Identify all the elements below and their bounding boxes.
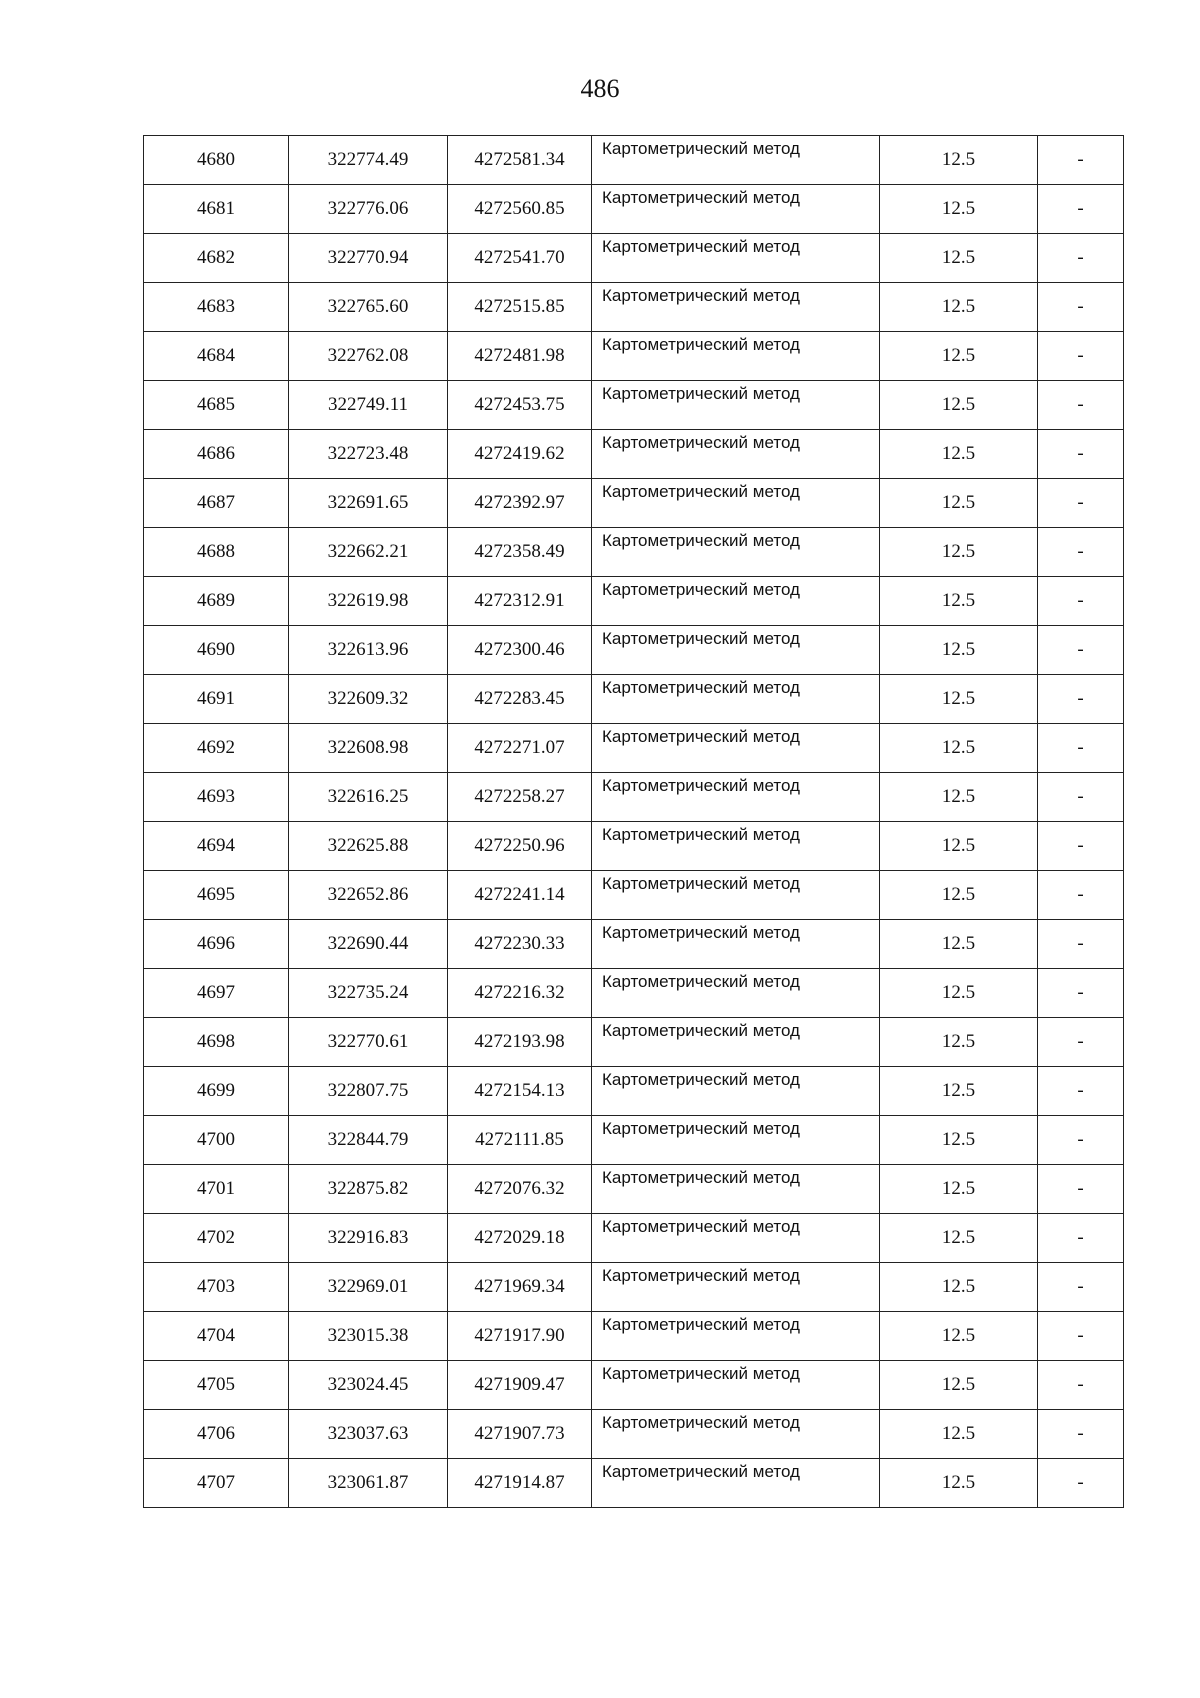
table-row <box>144 1410 1124 1459</box>
accuracy-cell: 12.5 <box>880 479 1038 528</box>
method-cell: Картометрический метод <box>592 871 880 920</box>
description-cell: - <box>1038 969 1124 1018</box>
method-cell: Картометрический метод <box>592 724 880 773</box>
accuracy-cell: 12.5 <box>880 1067 1038 1116</box>
point-number-cell: 4696 <box>144 920 289 969</box>
table-row <box>144 1214 1124 1263</box>
description-cell: - <box>1038 871 1124 920</box>
y-coordinate-cell: 4271969.34 <box>448 1263 592 1312</box>
accuracy-cell: 12.5 <box>880 724 1038 773</box>
description-cell: - <box>1038 1361 1124 1410</box>
method-cell: Картометрический метод <box>592 626 880 675</box>
description-cell: - <box>1038 822 1124 871</box>
y-coordinate-cell: 4272453.75 <box>448 381 592 430</box>
x-coordinate-cell: 323024.45 <box>289 1361 448 1410</box>
y-coordinate-cell: 4272271.07 <box>448 724 592 773</box>
accuracy-cell: 12.5 <box>880 430 1038 479</box>
x-coordinate-cell: 322776.06 <box>289 185 448 234</box>
method-cell: Картометрический метод <box>592 1410 880 1459</box>
description-cell: - <box>1038 1312 1124 1361</box>
point-number-cell: 4697 <box>144 969 289 1018</box>
description-cell: - <box>1038 1459 1124 1508</box>
x-coordinate-cell: 322662.21 <box>289 528 448 577</box>
x-coordinate-cell: 322608.98 <box>289 724 448 773</box>
x-coordinate-cell: 322774.49 <box>289 136 448 185</box>
accuracy-cell: 12.5 <box>880 577 1038 626</box>
table-row <box>144 871 1124 920</box>
y-coordinate-cell: 4272419.62 <box>448 430 592 479</box>
point-number-cell: 4702 <box>144 1214 289 1263</box>
y-coordinate-cell: 4272216.32 <box>448 969 592 1018</box>
description-cell: - <box>1038 1165 1124 1214</box>
x-coordinate-cell: 322916.83 <box>289 1214 448 1263</box>
method-cell: Картометрический метод <box>592 1067 880 1116</box>
x-coordinate-cell: 322609.32 <box>289 675 448 724</box>
table-row <box>144 1361 1124 1410</box>
method-cell: Картометрический метод <box>592 1116 880 1165</box>
description-cell: - <box>1038 381 1124 430</box>
x-coordinate-cell: 322613.96 <box>289 626 448 675</box>
point-number-cell: 4704 <box>144 1312 289 1361</box>
description-cell: - <box>1038 332 1124 381</box>
table-row <box>144 1459 1124 1508</box>
point-number-cell: 4695 <box>144 871 289 920</box>
accuracy-cell: 12.5 <box>880 528 1038 577</box>
table-row <box>144 626 1124 675</box>
y-coordinate-cell: 4272581.34 <box>448 136 592 185</box>
accuracy-cell: 12.5 <box>880 626 1038 675</box>
y-coordinate-cell: 4272154.13 <box>448 1067 592 1116</box>
accuracy-cell: 12.5 <box>880 920 1038 969</box>
point-number-cell: 4707 <box>144 1459 289 1508</box>
method-cell: Картометрический метод <box>592 1165 880 1214</box>
point-number-cell: 4683 <box>144 283 289 332</box>
accuracy-cell: 12.5 <box>880 332 1038 381</box>
method-cell: Картометрический метод <box>592 234 880 283</box>
y-coordinate-cell: 4272481.98 <box>448 332 592 381</box>
table-row <box>144 185 1124 234</box>
y-coordinate-cell: 4271917.90 <box>448 1312 592 1361</box>
x-coordinate-cell: 322691.65 <box>289 479 448 528</box>
x-coordinate-cell: 322749.11 <box>289 381 448 430</box>
x-coordinate-cell: 322844.79 <box>289 1116 448 1165</box>
table-row <box>144 920 1124 969</box>
y-coordinate-cell: 4272283.45 <box>448 675 592 724</box>
method-cell: Картометрический метод <box>592 577 880 626</box>
description-cell: - <box>1038 1067 1124 1116</box>
point-number-cell: 4688 <box>144 528 289 577</box>
x-coordinate-cell: 323015.38 <box>289 1312 448 1361</box>
description-cell: - <box>1038 1116 1124 1165</box>
method-cell: Картометрический метод <box>592 1214 880 1263</box>
accuracy-cell: 12.5 <box>880 136 1038 185</box>
accuracy-cell: 12.5 <box>880 773 1038 822</box>
point-number-cell: 4694 <box>144 822 289 871</box>
description-cell: - <box>1038 920 1124 969</box>
y-coordinate-cell: 4272392.97 <box>448 479 592 528</box>
description-cell: - <box>1038 1018 1124 1067</box>
x-coordinate-cell: 322619.98 <box>289 577 448 626</box>
x-coordinate-cell: 323037.63 <box>289 1410 448 1459</box>
method-cell: Картометрический метод <box>592 381 880 430</box>
method-cell: Картометрический метод <box>592 822 880 871</box>
accuracy-cell: 12.5 <box>880 1459 1038 1508</box>
accuracy-cell: 12.5 <box>880 1165 1038 1214</box>
description-cell: - <box>1038 1214 1124 1263</box>
table-row <box>144 1018 1124 1067</box>
accuracy-cell: 12.5 <box>880 822 1038 871</box>
method-cell: Картометрический метод <box>592 1018 880 1067</box>
method-cell: Картометрический метод <box>592 920 880 969</box>
table-row <box>144 430 1124 479</box>
y-coordinate-cell: 4272230.33 <box>448 920 592 969</box>
table-row <box>144 381 1124 430</box>
y-coordinate-cell: 4272193.98 <box>448 1018 592 1067</box>
method-cell: Картометрический метод <box>592 1263 880 1312</box>
point-number-cell: 4692 <box>144 724 289 773</box>
point-number-cell: 4685 <box>144 381 289 430</box>
x-coordinate-cell: 322616.25 <box>289 773 448 822</box>
y-coordinate-cell: 4271907.73 <box>448 1410 592 1459</box>
x-coordinate-cell: 322735.24 <box>289 969 448 1018</box>
x-coordinate-cell: 323061.87 <box>289 1459 448 1508</box>
point-number-cell: 4699 <box>144 1067 289 1116</box>
table-row <box>144 969 1124 1018</box>
accuracy-cell: 12.5 <box>880 1410 1038 1459</box>
x-coordinate-cell: 322652.86 <box>289 871 448 920</box>
point-number-cell: 4681 <box>144 185 289 234</box>
point-number-cell: 4706 <box>144 1410 289 1459</box>
x-coordinate-cell: 322770.94 <box>289 234 448 283</box>
y-coordinate-cell: 4272076.32 <box>448 1165 592 1214</box>
description-cell: - <box>1038 1410 1124 1459</box>
method-cell: Картометрический метод <box>592 430 880 479</box>
point-number-cell: 4684 <box>144 332 289 381</box>
table-row <box>144 1116 1124 1165</box>
accuracy-cell: 12.5 <box>880 675 1038 724</box>
y-coordinate-cell: 4272312.91 <box>448 577 592 626</box>
table-row <box>144 1067 1124 1116</box>
y-coordinate-cell: 4272300.46 <box>448 626 592 675</box>
x-coordinate-cell: 322723.48 <box>289 430 448 479</box>
description-cell: - <box>1038 724 1124 773</box>
x-coordinate-cell: 322625.88 <box>289 822 448 871</box>
accuracy-cell: 12.5 <box>880 1214 1038 1263</box>
point-number-cell: 4700 <box>144 1116 289 1165</box>
point-number-cell: 4680 <box>144 136 289 185</box>
accuracy-cell: 12.5 <box>880 283 1038 332</box>
y-coordinate-cell: 4272241.14 <box>448 871 592 920</box>
table-row <box>144 577 1124 626</box>
point-number-cell: 4691 <box>144 675 289 724</box>
description-cell: - <box>1038 773 1124 822</box>
y-coordinate-cell: 4272560.85 <box>448 185 592 234</box>
y-coordinate-cell: 4271909.47 <box>448 1361 592 1410</box>
y-coordinate-cell: 4272258.27 <box>448 773 592 822</box>
description-cell: - <box>1038 675 1124 724</box>
coordinates-table <box>143 135 1124 1508</box>
accuracy-cell: 12.5 <box>880 234 1038 283</box>
x-coordinate-cell: 322770.61 <box>289 1018 448 1067</box>
table-row <box>144 1263 1124 1312</box>
accuracy-cell: 12.5 <box>880 871 1038 920</box>
accuracy-cell: 12.5 <box>880 185 1038 234</box>
method-cell: Картометрический метод <box>592 773 880 822</box>
table-row <box>144 528 1124 577</box>
accuracy-cell: 12.5 <box>880 1018 1038 1067</box>
table-row <box>144 724 1124 773</box>
page-number: 486 <box>580 74 620 103</box>
description-cell: - <box>1038 626 1124 675</box>
table-row <box>144 234 1124 283</box>
table-row <box>144 822 1124 871</box>
description-cell: - <box>1038 1263 1124 1312</box>
point-number-cell: 4698 <box>144 1018 289 1067</box>
accuracy-cell: 12.5 <box>880 381 1038 430</box>
description-cell: - <box>1038 577 1124 626</box>
x-coordinate-cell: 322765.60 <box>289 283 448 332</box>
point-number-cell: 4682 <box>144 234 289 283</box>
point-number-cell: 4690 <box>144 626 289 675</box>
x-coordinate-cell: 322690.44 <box>289 920 448 969</box>
table-row <box>144 1165 1124 1214</box>
method-cell: Картометрический метод <box>592 479 880 528</box>
point-number-cell: 4701 <box>144 1165 289 1214</box>
method-cell: Картометрический метод <box>592 675 880 724</box>
table-row <box>144 675 1124 724</box>
description-cell: - <box>1038 185 1124 234</box>
x-coordinate-cell: 322807.75 <box>289 1067 448 1116</box>
y-coordinate-cell: 4272541.70 <box>448 234 592 283</box>
y-coordinate-cell: 4272111.85 <box>448 1116 592 1165</box>
point-number-cell: 4686 <box>144 430 289 479</box>
description-cell: - <box>1038 479 1124 528</box>
coordinates-table-body <box>144 136 1124 1508</box>
table-row <box>144 136 1124 185</box>
point-number-cell: 4703 <box>144 1263 289 1312</box>
point-number-cell: 4687 <box>144 479 289 528</box>
method-cell: Картометрический метод <box>592 1361 880 1410</box>
description-cell: - <box>1038 136 1124 185</box>
method-cell: Картометрический метод <box>592 332 880 381</box>
y-coordinate-cell: 4271914.87 <box>448 1459 592 1508</box>
table-row <box>144 479 1124 528</box>
description-cell: - <box>1038 528 1124 577</box>
accuracy-cell: 12.5 <box>880 1312 1038 1361</box>
method-cell: Картометрический метод <box>592 136 880 185</box>
x-coordinate-cell: 322969.01 <box>289 1263 448 1312</box>
method-cell: Картометрический метод <box>592 283 880 332</box>
table-row <box>144 283 1124 332</box>
y-coordinate-cell: 4272515.85 <box>448 283 592 332</box>
method-cell: Картометрический метод <box>592 969 880 1018</box>
table-row <box>144 332 1124 381</box>
table-row <box>144 1312 1124 1361</box>
method-cell: Картометрический метод <box>592 185 880 234</box>
description-cell: - <box>1038 234 1124 283</box>
y-coordinate-cell: 4272358.49 <box>448 528 592 577</box>
accuracy-cell: 12.5 <box>880 1116 1038 1165</box>
point-number-cell: 4689 <box>144 577 289 626</box>
y-coordinate-cell: 4272250.96 <box>448 822 592 871</box>
description-cell: - <box>1038 430 1124 479</box>
method-cell: Картометрический метод <box>592 1459 880 1508</box>
x-coordinate-cell: 322762.08 <box>289 332 448 381</box>
y-coordinate-cell: 4272029.18 <box>448 1214 592 1263</box>
accuracy-cell: 12.5 <box>880 969 1038 1018</box>
method-cell: Картометрический метод <box>592 1312 880 1361</box>
accuracy-cell: 12.5 <box>880 1361 1038 1410</box>
x-coordinate-cell: 322875.82 <box>289 1165 448 1214</box>
table-row <box>144 773 1124 822</box>
point-number-cell: 4705 <box>144 1361 289 1410</box>
method-cell: Картометрический метод <box>592 528 880 577</box>
accuracy-cell: 12.5 <box>880 1263 1038 1312</box>
point-number-cell: 4693 <box>144 773 289 822</box>
description-cell: - <box>1038 283 1124 332</box>
